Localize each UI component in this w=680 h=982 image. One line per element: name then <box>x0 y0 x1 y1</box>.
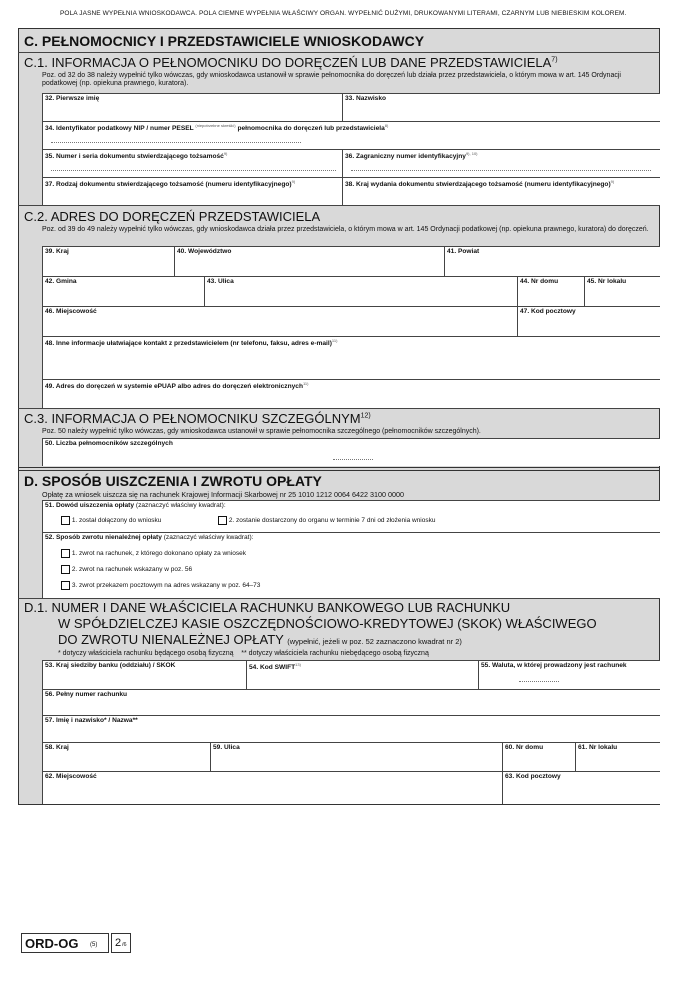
option-52-3[interactable]: 3. zwrot przekazem pocztowym na adres wskazany w poz. 64–73 <box>61 581 260 590</box>
field-34-tax-id[interactable]: 34. Identyfikator podatkowy NIP / numer PESEL $^{(niepotrzebne skreślić)}$ pełnomocnika do doręczeń lub przedstawiciela$^{8)}$ <box>42 121 660 149</box>
divider <box>18 470 660 471</box>
field-39-country[interactable]: 39. Kraj <box>42 246 174 276</box>
option-51-2[interactable]: 2. zostanie dostarczony do organu w terminie 7 dni od złożenia wniosku <box>218 516 436 525</box>
section-c2-title: C.2. ADRES DO DORĘCZEŃ PRZEDSTAWICIELA <box>24 209 321 224</box>
field-61-apartment-number[interactable]: 61. Nr lokalu <box>575 742 660 771</box>
field-36-foreign-id[interactable]: 36. Zagraniczny numer identyfikacyjny$^{9), 10)}$ <box>342 149 660 177</box>
page-number-box <box>111 933 131 953</box>
field-38-document-country[interactable]: 38. Kraj wydania dokumentu stwierdzającego tożsamość (numeru identyfikacyjnego)$^{9)}$ <box>342 177 660 205</box>
field-45-apartment-number[interactable]: 45. Nr lokalu <box>584 276 660 306</box>
section-c-title: C. PEŁNOMOCNICY I PRZEDSTAWICIELE WNIOSKODAWCY <box>24 33 425 49</box>
section-d-title: D. SPOSÓB UISZCZENIA I ZWROTU OPŁATY <box>24 473 322 489</box>
input-line <box>333 459 373 460</box>
field-57-owner-name[interactable]: 57. Imię i nazwisko* / Nazwa** <box>42 715 660 742</box>
page-number: 2 <box>115 937 122 949</box>
form-version: (5) <box>90 942 98 948</box>
field-51-payment-proof: 51. Dowód uiszczenia opłaty (zaznaczyć właściwy kwadrat): 1. został dołączony do wniosku 2. zostanie dostarczony do organu w terminie 7 dni od złożenia wniosku <box>42 500 660 532</box>
field-62-city[interactable]: 62. Miejscowość <box>42 771 502 804</box>
field-35-id-document-number[interactable]: 35. Numer i seria dokumentu stwierdzającego tożsamość$^{9)}$ <box>42 149 342 177</box>
checkbox-52-2[interactable] <box>61 565 70 574</box>
field-49-epuap-address[interactable]: 49. Adres do doręczeń w systemie ePUAP albo adres do doręczeń elektronicznych$^{11)}$ <box>42 379 660 408</box>
section-c2-note: Poz. od 39 do 49 należy wypełnić tylko wówczas, gdy wnioskodawca działa przez przedstawiciela, o którym mowa w art. 145 Ordynacji podatkowej (np. opiekuna prawnego, kuratora) do doręczeń. <box>42 226 649 233</box>
field-55-currency[interactable]: 55. Waluta, w której prowadzony jest rachunek <box>478 660 660 689</box>
section-c1-note: Poz. od 32 do 38 należy wypełnić tylko wówczas, gdy wnioskodawca ustanowił w sprawie pełnomocnika do doręczeń lub działa przez przedstawiciela, o którym mowa w art. 145 Ordynacji podatkowej (np. opiekuna prawnego, kuratora). <box>42 72 621 88</box>
field-41-district[interactable]: 41. Powiat <box>444 246 660 276</box>
field-46-city[interactable]: 46. Miejscowość <box>42 306 517 336</box>
section-d1-footnotes: * dotyczy właściciela rachunku będącego osobą fizyczną ** dotyczy właściciela rachunku niebędącego osobą fizyczną <box>58 650 429 657</box>
field-48-contact-info[interactable]: 48. Inne informacje ułatwiające kontakt z przedstawicielem (nr telefonu, faksu, adres e-mail)$^{11)}$ <box>42 336 660 379</box>
field-44-house-number[interactable]: 44. Nr domu <box>517 276 584 306</box>
field-59-street[interactable]: 59. Ulica <box>210 742 502 771</box>
divider <box>18 52 660 53</box>
section-c1-title: C.1. INFORMACJA O PEŁNOMOCNIKU DO DORĘCZEŃ LUB DANE PRZEDSTAWICIELA$^{7)}$ <box>24 55 558 70</box>
field-40-voivodeship[interactable]: 40. Województwo <box>174 246 444 276</box>
input-line <box>519 681 559 682</box>
field-43-street[interactable]: 43. Ulica <box>204 276 517 306</box>
checkbox-51-1[interactable] <box>61 516 70 525</box>
divider <box>18 408 660 409</box>
header-note: POLA JASNE WYPEŁNIA WNIOSKODAWCA. POLA CIEMNE WYPEŁNIA WŁAŚCIWY ORGAN. WYPEŁNIĆ DUŻYMI, DRUKOWANYMI LITERAMI, CZARNYM LUB NIEBIESKIM KOLOREM. <box>60 10 627 17</box>
page-total: /6 <box>122 942 127 948</box>
divider <box>18 205 660 206</box>
option-51-1[interactable]: 1. został dołączony do wniosku <box>61 516 161 525</box>
section-c3-title: C.3. INFORMACJA O PEŁNOMOCNIKU SZCZEGÓLNYM$^{12)}$ <box>24 411 371 426</box>
option-52-2[interactable]: 2. zwrot na rachunek wskazany w poz. 56 <box>61 565 192 574</box>
field-42-commune[interactable]: 42. Gmina <box>42 276 204 306</box>
field-63-postal-code[interactable]: 63. Kod pocztowy <box>502 771 660 804</box>
field-37-document-type[interactable]: 37. Rodzaj dokumentu stwierdzającego tożsamość (numeru identyfikacyjnego)$^{9)}$ <box>42 177 342 205</box>
field-54-swift[interactable]: 54. Kod SWIFT$^{13)}$ <box>246 660 478 689</box>
section-c3-note: Poz. 50 należy wypełnić tylko wówczas, gdy wnioskodawca ustanowił w sprawie pełnomocnika szczególnego (pełnomocników szczególnych). <box>42 428 481 435</box>
field-56-account-number[interactable]: 56. Pełny numer rachunku <box>42 689 660 715</box>
section-d1-title: D.1. NUMER I DANE WŁAŚCICIELA RACHUNKU BANKOWEGO LUB RACHUNKU W SPÓŁDZIELCZEJ KASIE OSZCZĘDNOŚCIOWO-KREDYTOWEJ (SKOK) WŁAŚCIWEGO DO ZWROTU NIENALEŻNEJ OPŁATY (wypełnić, jeżeli w poz. 52 zaznaczono kwadrat nr 2) <box>24 600 597 647</box>
field-60-house-number[interactable]: 60. Nr domu <box>502 742 575 771</box>
field-52-refund-method: 52. Sposób zwrotu nienależnej opłaty (zaznaczyć właściwy kwadrat): 1. zwrot na rachunek, z którego dokonano opłaty za wniosek 2. zwrot na rachunek wskazany w poz. 56 3. zwrot przekazem pocztowym na adres wskazany w poz. 64–73 <box>42 532 660 598</box>
field-33-surname[interactable]: 33. Nazwisko <box>342 93 660 121</box>
form-code-box <box>21 933 109 953</box>
divider <box>18 598 660 599</box>
field-47-postal-code[interactable]: 47. Kod pocztowy <box>517 306 660 336</box>
field-53-bank-country[interactable]: 53. Kraj siedziby banku (oddziału) / SKOK <box>42 660 246 689</box>
input-line <box>351 170 651 171</box>
divider <box>18 467 660 468</box>
checkbox-51-2[interactable] <box>218 516 227 525</box>
field-50-special-attorneys-count[interactable]: 50. Liczba pełnomocników szczególnych <box>42 438 660 466</box>
field-58-country[interactable]: 58. Kraj <box>42 742 210 771</box>
option-52-1[interactable]: 1. zwrot na rachunek, z którego dokonano opłaty za wniosek <box>61 549 246 558</box>
checkbox-52-1[interactable] <box>61 549 70 558</box>
tax-id-input-line <box>51 142 301 143</box>
field-32-first-name[interactable]: 32. Pierwsze imię <box>42 93 342 121</box>
form-code: ORD-OG <box>25 936 79 951</box>
checkbox-52-3[interactable] <box>61 581 70 590</box>
section-d-note: Opłatę za wniosek uiszcza się na rachunek Krajowej Informacji Skarbowej nr 25 1010 1212 0064 6422 3100 0000 <box>42 490 404 499</box>
input-line <box>51 170 336 171</box>
